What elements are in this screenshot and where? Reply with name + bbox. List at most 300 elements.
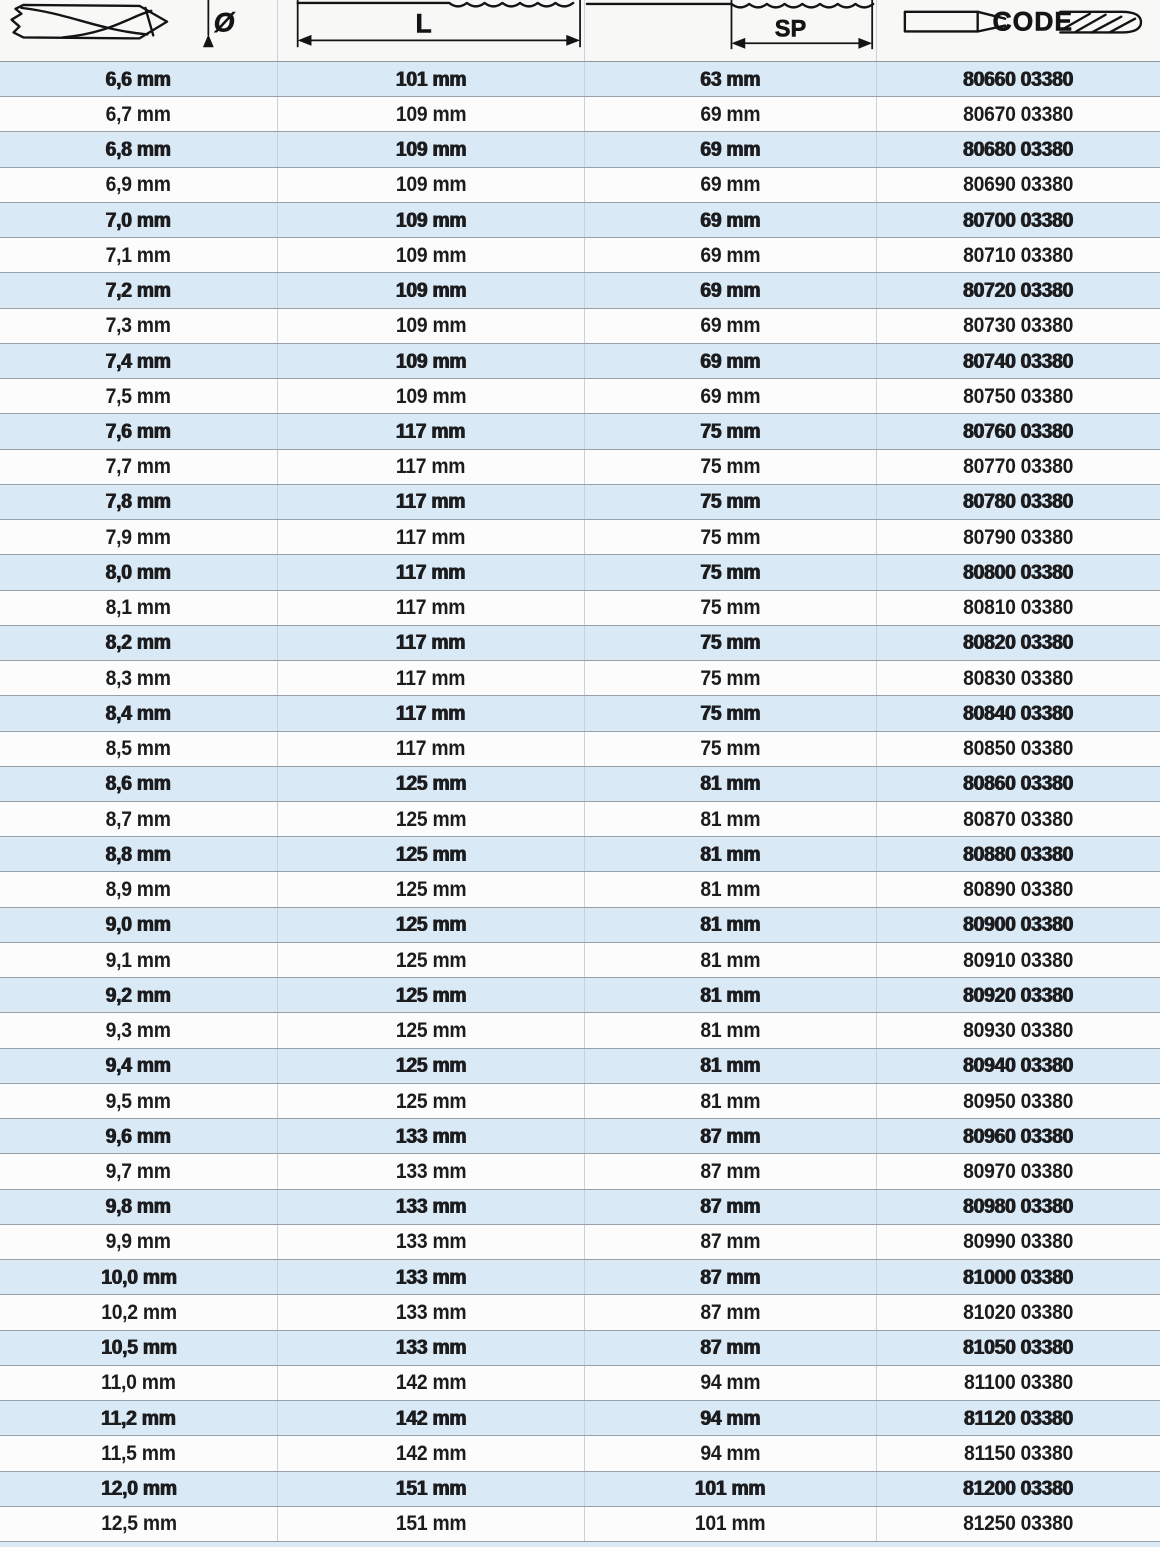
spiral-length-value: 69 mm [700, 101, 761, 126]
diameter-value: 9,3 mm [105, 1018, 172, 1043]
code-value: 80680 03380 [963, 137, 1074, 162]
length-value: 109 mm [395, 207, 467, 232]
spiral-length-cell [585, 1260, 877, 1294]
spiral-length-cell [585, 1436, 877, 1470]
code-cell [877, 1154, 1160, 1188]
spiral-length-cell [585, 450, 877, 484]
diameter-value: 9,8 mm [105, 1194, 172, 1219]
length-cell [278, 238, 585, 272]
length-cell [278, 1119, 585, 1153]
code-value: 81250 03380 [963, 1511, 1074, 1536]
length-cell [278, 555, 585, 589]
spiral-length-cell [585, 1225, 877, 1259]
table-row [0, 238, 1160, 273]
diameter-value: 6,7 mm [105, 101, 172, 126]
spiral-length-cell [585, 943, 877, 977]
code-value: 81150 03380 [964, 1440, 1073, 1465]
drill-code-diagram-icon [877, 0, 1160, 61]
spiral-length-value: 87 mm [700, 1264, 761, 1289]
code-value: 80690 03380 [963, 172, 1074, 197]
length-cell [278, 273, 585, 307]
code-value: 80800 03380 [963, 559, 1074, 584]
diameter-cell [0, 978, 278, 1012]
code-value: 80760 03380 [963, 418, 1074, 443]
length-cell [278, 1084, 585, 1118]
table-row [0, 732, 1160, 767]
spiral-length-value: 101 mm [695, 1511, 766, 1536]
spiral-length-cell [585, 1331, 877, 1365]
code-cell [877, 555, 1160, 589]
diameter-cell [0, 1472, 278, 1506]
table-row [0, 485, 1160, 520]
table-row [0, 414, 1160, 449]
length-cell [278, 661, 585, 695]
diameter-cell [0, 872, 278, 906]
code-value: 80820 03380 [963, 630, 1074, 655]
table-row [0, 872, 1160, 907]
diameter-value: 7,1 mm [105, 242, 172, 267]
code-cell [877, 132, 1160, 166]
spiral-length-value: 81 mm [700, 1018, 761, 1043]
length-cell [278, 379, 585, 413]
spiral-length-cell [585, 62, 877, 96]
spiral-length-cell [585, 238, 877, 272]
diameter-value: 8,3 mm [105, 665, 172, 690]
table-row [0, 943, 1160, 978]
length-cell [278, 1331, 585, 1365]
diameter-cell [0, 626, 278, 660]
code-cell [877, 696, 1160, 730]
diameter-cell [0, 732, 278, 766]
spiral-length-cell [585, 379, 877, 413]
length-cell [278, 872, 585, 906]
diameter-value: 10,0 mm [100, 1264, 177, 1289]
spiral-length-cell [585, 97, 877, 131]
spiral-length-value: 81 mm [700, 877, 761, 902]
length-value: 142 mm [395, 1405, 467, 1430]
spiral-length-value: 81 mm [700, 912, 761, 937]
length-cell [278, 203, 585, 237]
length-cell [278, 485, 585, 519]
diameter-value: 8,2 mm [105, 630, 172, 655]
code-value: 80840 03380 [963, 700, 1074, 725]
table-row [0, 837, 1160, 872]
table-row [0, 309, 1160, 344]
diameter-value: 9,2 mm [105, 982, 172, 1007]
table-body [0, 62, 1160, 1542]
code-cell [877, 661, 1160, 695]
diameter-value: 11,2 mm [101, 1405, 176, 1430]
diameter-cell [0, 1190, 278, 1224]
diameter-value: 7,5 mm [105, 383, 172, 408]
length-value: 125 mm [395, 806, 467, 831]
diameter-cell [0, 1013, 278, 1047]
table-row [0, 1436, 1160, 1471]
spiral-length-value: 101 mm [695, 1476, 766, 1501]
spiral-length-value: 87 mm [700, 1194, 761, 1219]
diameter-cell [0, 203, 278, 237]
code-cell [877, 203, 1160, 237]
spiral-length-cell [585, 802, 877, 836]
diameter-value: 9,9 mm [105, 1229, 172, 1254]
length-value: 109 mm [395, 383, 467, 408]
code-cell [877, 414, 1160, 448]
code-cell [877, 1436, 1160, 1470]
spiral-length-cell [585, 872, 877, 906]
length-value: 117 mm [396, 524, 466, 549]
length-value: 133 mm [395, 1123, 467, 1148]
length-cell [278, 626, 585, 660]
table-row [0, 273, 1160, 308]
spiral-length-value: 87 mm [700, 1158, 761, 1183]
diameter-value: 9,6 mm [105, 1123, 172, 1148]
code-cell [877, 273, 1160, 307]
diameter-cell [0, 943, 278, 977]
table-row [0, 1260, 1160, 1295]
table-row [0, 661, 1160, 696]
spiral-length-cell [585, 168, 877, 202]
diameter-cell [0, 767, 278, 801]
length-value: 133 mm [395, 1264, 467, 1289]
code-cell [877, 62, 1160, 96]
spiral-length-cell [585, 344, 877, 378]
length-value: 109 mm [395, 172, 467, 197]
diameter-cell [0, 1154, 278, 1188]
spiral-length-value: 87 mm [700, 1335, 761, 1360]
code-value: 80720 03380 [963, 278, 1074, 303]
table-row [0, 1119, 1160, 1154]
spiral-length-cell [585, 1013, 877, 1047]
code-value: 80940 03380 [963, 1053, 1074, 1078]
spiral-length-cell [585, 520, 877, 554]
code-value: 80730 03380 [963, 313, 1074, 338]
spiral-length-cell [585, 591, 877, 625]
diameter-value: 8,8 mm [105, 841, 172, 866]
header-diameter [0, 0, 278, 61]
diameter-value: 11,5 mm [101, 1440, 176, 1465]
diameter-value: 12,5 mm [100, 1511, 177, 1536]
diameter-value: 7,4 mm [105, 348, 172, 373]
spiral-length-cell [585, 132, 877, 166]
code-cell [877, 344, 1160, 378]
table-row [0, 696, 1160, 731]
diameter-cell [0, 168, 278, 202]
length-value: 109 mm [395, 242, 467, 267]
code-cell [877, 1260, 1160, 1294]
header-code [877, 0, 1160, 61]
code-value: 80740 03380 [963, 348, 1074, 373]
length-cell [278, 344, 585, 378]
spiral-length-value: 75 mm [700, 736, 761, 761]
length-cell [278, 1013, 585, 1047]
spiral-length-value: 75 mm [700, 489, 761, 514]
length-value: 109 mm [395, 348, 467, 373]
length-label: L [415, 8, 432, 39]
length-cell [278, 450, 585, 484]
length-value: 101 mm [395, 66, 467, 91]
table-row [0, 97, 1160, 132]
code-value: 81020 03380 [963, 1299, 1074, 1324]
diameter-cell [0, 1295, 278, 1329]
header-spiral-length [585, 0, 877, 61]
diameter-value: 7,9 mm [105, 524, 172, 549]
code-cell [877, 1225, 1160, 1259]
code-value: 80830 03380 [963, 665, 1074, 690]
diameter-cell [0, 1331, 278, 1365]
diameter-cell [0, 1366, 278, 1400]
code-cell [877, 1049, 1160, 1083]
length-value: 109 mm [395, 137, 467, 162]
diameter-cell [0, 802, 278, 836]
spiral-length-cell [585, 1401, 877, 1435]
diameter-value: 9,7 mm [105, 1158, 172, 1183]
spiral-length-cell [585, 1472, 877, 1506]
length-value: 117 mm [396, 489, 466, 514]
spiral-length-cell [585, 414, 877, 448]
code-cell [877, 1507, 1160, 1541]
table-row [0, 1295, 1160, 1330]
code-cell [877, 520, 1160, 554]
code-cell [877, 767, 1160, 801]
diameter-value: 8,1 mm [105, 595, 172, 620]
code-cell [877, 943, 1160, 977]
length-cell [278, 1401, 585, 1435]
table-row [0, 626, 1160, 661]
drill-tip-diameter-diagram-icon [0, 0, 277, 61]
spiral-length-value: 69 mm [700, 383, 761, 408]
diameter-cell [0, 485, 278, 519]
diameter-value: 11,0 mm [101, 1370, 176, 1395]
length-cell [278, 1295, 585, 1329]
spiral-length-cell [585, 732, 877, 766]
length-cell [278, 520, 585, 554]
drill-total-length-diagram-icon [278, 0, 584, 61]
table-row [0, 908, 1160, 943]
length-value: 117 mm [396, 418, 466, 443]
diameter-cell [0, 450, 278, 484]
length-cell [278, 309, 585, 343]
length-value: 133 mm [395, 1194, 467, 1219]
spiral-length-value: 75 mm [700, 524, 761, 549]
diameter-cell [0, 1119, 278, 1153]
diameter-value: 7,2 mm [105, 278, 172, 303]
table-row [0, 555, 1160, 590]
spiral-length-cell [585, 908, 877, 942]
spiral-length-cell [585, 1295, 877, 1329]
code-value: 80920 03380 [963, 982, 1074, 1007]
partial-row [0, 1542, 1160, 1547]
length-value: 117 mm [396, 665, 466, 690]
diameter-cell [0, 837, 278, 871]
diameter-value: 6,9 mm [105, 172, 172, 197]
spiral-length-cell [585, 1154, 877, 1188]
spiral-length-value: 94 mm [700, 1405, 761, 1430]
code-value: 81050 03380 [963, 1335, 1074, 1360]
diameter-value: 7,0 mm [105, 207, 172, 232]
spiral-length-value: 69 mm [700, 242, 761, 267]
code-value: 80710 03380 [963, 242, 1074, 267]
length-cell [278, 767, 585, 801]
length-value: 125 mm [395, 1053, 467, 1078]
code-cell [877, 626, 1160, 660]
diameter-value: 8,5 mm [105, 736, 172, 761]
length-cell [278, 1154, 585, 1188]
length-value: 109 mm [395, 101, 467, 126]
spiral-length-value: 87 mm [700, 1229, 761, 1254]
spiral-length-cell [585, 1366, 877, 1400]
diameter-value: 6,6 mm [105, 66, 172, 91]
code-value: 81120 03380 [964, 1405, 1073, 1430]
code-cell [877, 1013, 1160, 1047]
spiral-length-cell [585, 1119, 877, 1153]
spiral-length-value: 87 mm [700, 1299, 761, 1324]
table-row [0, 978, 1160, 1013]
length-value: 125 mm [395, 982, 467, 1007]
code-cell [877, 450, 1160, 484]
table-row [0, 1154, 1160, 1189]
table-row [0, 1366, 1160, 1401]
code-cell [877, 379, 1160, 413]
length-value: 133 mm [395, 1229, 467, 1254]
spiral-length-value: 81 mm [700, 1053, 761, 1078]
code-cell [877, 1401, 1160, 1435]
code-cell [877, 908, 1160, 942]
code-value: 80960 03380 [963, 1123, 1074, 1148]
diameter-value: 10,5 mm [100, 1335, 177, 1360]
diameter-cell [0, 238, 278, 272]
diameter-cell [0, 309, 278, 343]
code-cell [877, 309, 1160, 343]
diameter-value: 10,2 mm [100, 1299, 177, 1324]
length-cell [278, 1049, 585, 1083]
spiral-length-cell [585, 1507, 877, 1541]
spiral-length-cell [585, 626, 877, 660]
length-value: 117 mm [396, 559, 466, 584]
table-row [0, 1331, 1160, 1366]
table-row [0, 132, 1160, 167]
spiral-length-value: 81 mm [700, 947, 761, 972]
code-value: 80880 03380 [963, 841, 1074, 866]
code-cell [877, 238, 1160, 272]
diameter-value: 7,7 mm [105, 454, 172, 479]
header-length [278, 0, 585, 61]
spiral-length-value: 69 mm [700, 348, 761, 373]
spiral-length-cell [585, 309, 877, 343]
length-value: 125 mm [395, 947, 467, 972]
diameter-cell [0, 1401, 278, 1435]
spiral-length-value: 75 mm [700, 665, 761, 690]
length-value: 125 mm [395, 1018, 467, 1043]
diameter-cell [0, 344, 278, 378]
diameter-cell [0, 661, 278, 695]
table-row [0, 1472, 1160, 1507]
spiral-length-cell [585, 696, 877, 730]
code-value: 81200 03380 [963, 1476, 1074, 1501]
length-cell [278, 168, 585, 202]
length-cell [278, 802, 585, 836]
code-value: 80670 03380 [963, 101, 1074, 126]
length-cell [278, 837, 585, 871]
diameter-value: 7,6 mm [105, 418, 172, 443]
length-value: 133 mm [395, 1158, 467, 1183]
spiral-length-cell [585, 978, 877, 1012]
length-cell [278, 97, 585, 131]
spiral-length-value: 75 mm [700, 630, 761, 655]
spiral-length-value: 69 mm [700, 313, 761, 338]
length-cell [278, 1225, 585, 1259]
table-row [0, 1225, 1160, 1260]
spiral-length-value: 81 mm [700, 771, 761, 796]
diameter-value: 9,1 mm [105, 947, 172, 972]
table-row [0, 767, 1160, 802]
diameter-cell [0, 273, 278, 307]
diameter-cell [0, 414, 278, 448]
length-value: 117 mm [396, 454, 466, 479]
length-value: 151 mm [395, 1476, 467, 1501]
length-cell [278, 1472, 585, 1506]
diameter-value: 12,0 mm [100, 1476, 177, 1501]
spiral-length-cell [585, 203, 877, 237]
spiral-label: SP [774, 16, 807, 43]
code-cell [877, 591, 1160, 625]
length-value: 117 mm [396, 595, 466, 620]
length-value: 109 mm [395, 278, 467, 303]
length-value: 117 mm [396, 700, 466, 725]
spiral-length-cell [585, 555, 877, 589]
spiral-length-value: 75 mm [700, 559, 761, 584]
code-cell [877, 1190, 1160, 1224]
spiral-length-cell [585, 837, 877, 871]
length-cell [278, 62, 585, 96]
spiral-length-value: 81 mm [700, 841, 761, 866]
code-cell [877, 1119, 1160, 1153]
code-cell [877, 802, 1160, 836]
length-value: 125 mm [395, 1088, 467, 1113]
length-cell [278, 1190, 585, 1224]
length-cell [278, 1366, 585, 1400]
table-header [0, 0, 1160, 62]
code-value: 80860 03380 [963, 771, 1074, 796]
diameter-cell [0, 555, 278, 589]
table-row [0, 62, 1160, 97]
length-cell [278, 1436, 585, 1470]
table-row [0, 379, 1160, 414]
diameter-cell [0, 591, 278, 625]
spiral-length-value: 94 mm [700, 1370, 761, 1395]
code-value: 80700 03380 [963, 207, 1074, 232]
diameter-value: 6,8 mm [105, 137, 172, 162]
code-value: 80980 03380 [963, 1194, 1074, 1219]
length-cell [278, 1507, 585, 1541]
diameter-cell [0, 379, 278, 413]
length-value: 151 mm [395, 1511, 467, 1536]
spiral-length-value: 75 mm [700, 595, 761, 620]
diameter-value: 9,5 mm [105, 1088, 172, 1113]
table-row [0, 1507, 1160, 1542]
length-value: 142 mm [395, 1440, 467, 1465]
code-value: 80910 03380 [963, 947, 1074, 972]
table-row [0, 450, 1160, 485]
code-value: 81100 03380 [964, 1370, 1073, 1395]
length-cell [278, 591, 585, 625]
spiral-length-value: 75 mm [700, 454, 761, 479]
code-cell [877, 732, 1160, 766]
spiral-length-value: 81 mm [700, 1088, 761, 1113]
diameter-cell [0, 1084, 278, 1118]
length-value: 125 mm [395, 841, 467, 866]
length-value: 133 mm [395, 1335, 467, 1360]
code-value: 80970 03380 [963, 1158, 1074, 1183]
